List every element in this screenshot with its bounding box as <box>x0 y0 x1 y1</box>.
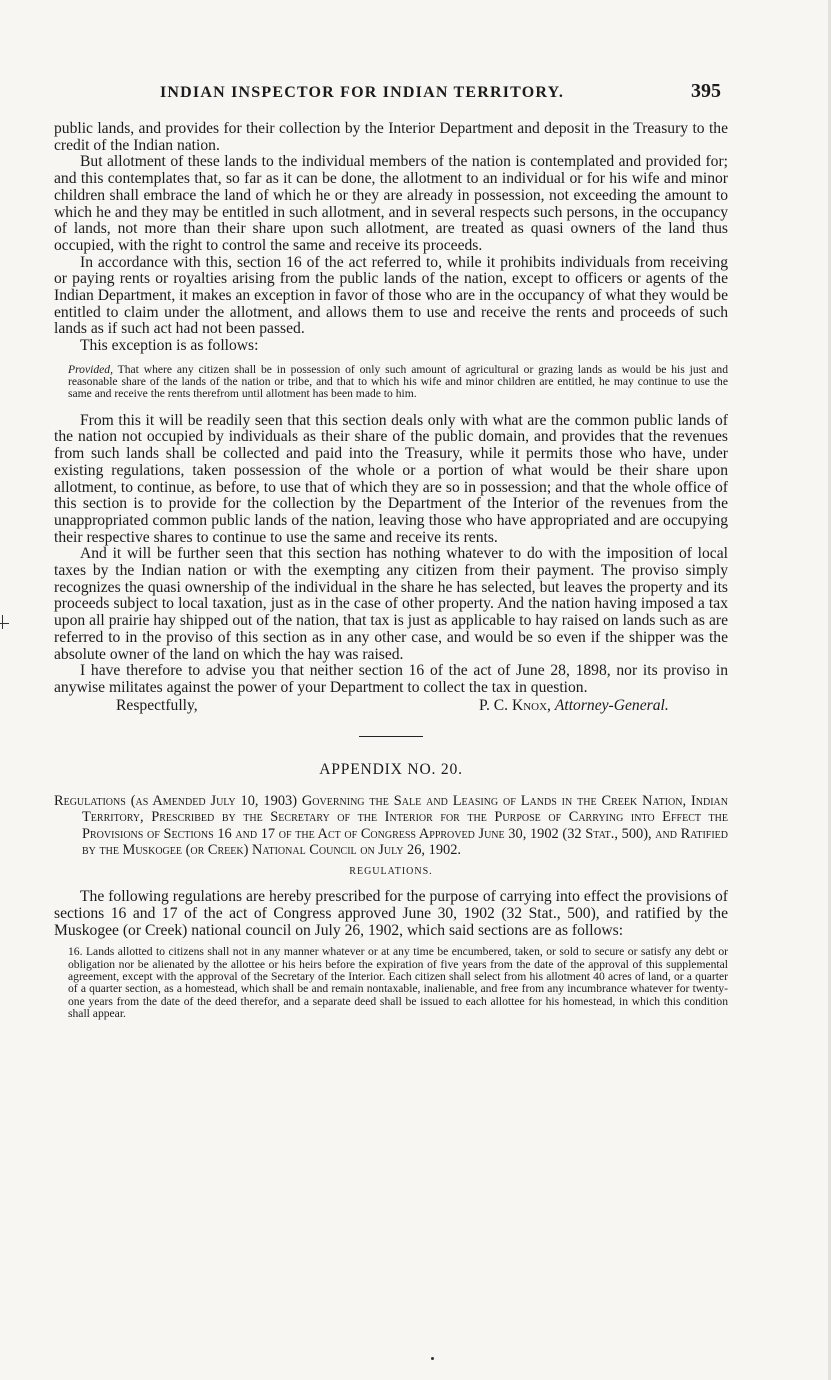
appendix-title: APPENDIX NO. 20. <box>319 760 463 778</box>
page-header <box>55 80 725 106</box>
signatory <box>479 697 669 714</box>
margin-mark-vertical <box>2 615 3 629</box>
proviso-label: Provided, <box>68 362 113 376</box>
paragraph-continued: public lands, and provides for their collection by the Interior Department and deposit in the Treasury to the credit of the Indian nation. <box>54 120 728 154</box>
running-head: INDIAN INSPECTOR FOR INDIAN TERRITORY. <box>160 84 565 101</box>
section-16-quote: 16. Lands allotted to citizens shall not in any manner whatever or at any time be encumbered, taken, or sold to secure or satisfy any debt or obligation nor be alienated by the allottee or his heirs before the expiration of five years from the date of the approval of this supplemental agreement, except with the approval of the Secretary of the Interior. Each citizen shall select from his allotment 40 acres of land, or a quarter of a quarter section, as a homestead, which shall be and remain nontaxable, inalienable, and free from any incumbrance whatever for twenty-one years from the date of the deed therefor, and a separate deed shall be issued to each allottee for his homestead, in which this condition shall appear. <box>68 945 728 1020</box>
paragraph-section-16: In accordance with this, section 16 of the act referred to, while it prohibits individuals from receiving or paying rents or royalties arising from the public lands of the nation, except to officers or agents of the Indian Department, it makes an exception in favor of those who are in the occupancy of what they would be entitled to claim under the allotment, and allows them to use and receive the rents and proceeds of such lands as if such act had not been passed. <box>54 253 728 338</box>
signatory-title: Attorney-General. <box>554 696 669 714</box>
section-divider <box>359 736 423 737</box>
proviso-quote <box>54 364 728 401</box>
paragraph-advice: I have therefore to advise you that neither section 16 of the act of June 28, 1898, nor its proviso in anywise militates against the power of your Department to collect the tax in question. <box>54 662 728 696</box>
paragraph-local-taxes: And it will be further seen that this section has nothing whatever to do with the imposition of local taxes by the Indian nation or with the exempting any citizen from their payment. The proviso simply recognizes the quasi ownership of the individual in the share he has selected, but leaves the property and its proceeds subject to local taxation, just as in the case of other property. And the nation having imposed a tax upon all prairie hay shipped out of the nation, that tax is just as applicable to hay raised on lands such as are referred to in the proviso of this section as in any other case, and would be so even if the shipper was the absolute owner of the land on which the hay was raised. <box>54 545 728 663</box>
proviso-text: That where any citizen shall be in possession of only such amount of agricultural or grazing lands as would be his just and reasonable share of the lands of the nation or tribe, and that to which his wife and minor children are entitled, he may continue to use the same and receive the rents therefrom until allotment has been made to him. <box>68 362 728 401</box>
regulations-subheading: REGULATIONS. <box>349 866 433 878</box>
closing: Respectfully, <box>116 696 198 714</box>
regulations-title: Regulations (as Amended July 10, 1903) Governing the Sale and Leasing of Lands in the Creek Nation, Indian Territory, Prescribed by the Secretary of the Interior for the Purpose of Carrying into Effect the Provisions of Sections 16 and 17 of the Act of Congress Approved June 30, 1902 (32 Stat., 500), and Ratified by the Muskogee (or Creek) National Council on July 26, 1902. <box>54 792 728 858</box>
paragraph-common-lands: From this it will be readily seen that this section deals only with what are the common public lands of the nation not occupied by individuals as their share of the public domain, and provides that the revenues from such lands shall be collected and paid into the Treasury, while it permits those who have, under existing regulations, taken possession of the whole or a portion of what would be their share upon allotment, to continue, as before, to use that of which they are so in possession; and that the whole office of this section is to provide for the collection by the Department of the Interior of the revenues from the unappropriated common public lands of the nation, leaving those who have appropriated and are occupying their respective shares to continue to use the same and receive its rents. <box>54 411 728 546</box>
paragraph-allotment: But allotment of these lands to the individual members of the nation is contemplated and provided for; and this contemplates that, so far as it can be done, the allotment to an individual or for his wife and minor children shall embrace the land of which he or they are already in possession, not exceeding the amount to which he and they may be entitled in such allotment, and in several respects such persons, in the occupancy of lands, not more than their share upon such allotment, are treated as quasi owners of the land thus occupied, with the right to control the same and receive its proceeds. <box>54 153 728 254</box>
regulations-intro: The following regulations are hereby prescribed for the purpose of carrying into effect the provisions of sections 16 and 17 of the act of Congress approved June 30, 1902 (32 Stat., 500), and ratified by the Muskogee (or Creek) national council on July 26, 1902, which said sections are as follows: <box>54 888 728 939</box>
signatory-name: P. C. Knox, <box>479 696 551 714</box>
page-speck <box>431 1357 434 1360</box>
page-number: 395 <box>691 80 721 102</box>
page-body <box>54 121 728 1020</box>
signature-block <box>54 697 728 715</box>
paragraph-exception-intro: This exception is as follows: <box>80 337 259 355</box>
